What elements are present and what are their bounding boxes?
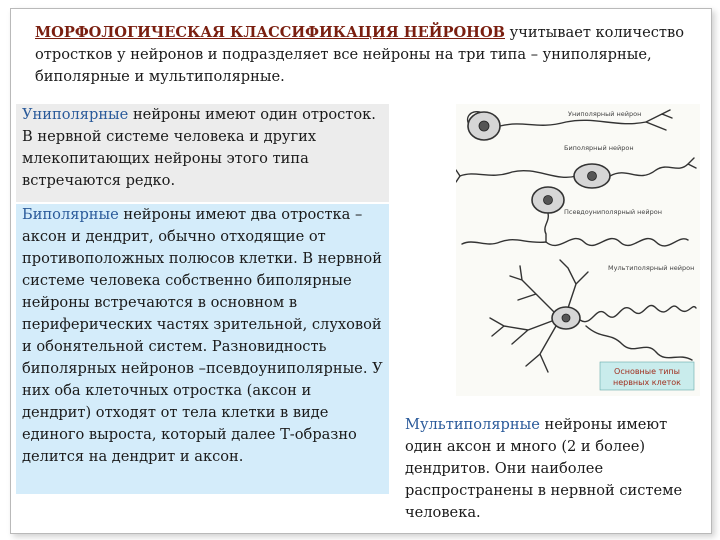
multipolar-text-block bbox=[405, 414, 705, 524]
neuron-types-figure bbox=[456, 104, 700, 396]
bipolar-term: Биполярные bbox=[22, 206, 119, 223]
figure-caption-line-2: нервных клеток bbox=[612, 378, 682, 387]
unipolar-text: нейроны имеют один отросток. В нервной системе человека и других млекопитающих нейроны этого типа встречаются редко. bbox=[22, 106, 376, 189]
classification-title: МОРФОЛОГИЧЕСКАЯ КЛАССИФИКАЦИЯ НЕЙРОНОВ bbox=[35, 24, 505, 41]
bipolar-box bbox=[16, 204, 389, 494]
multipolar-term: Мультиполярные bbox=[405, 416, 540, 433]
pseudounipolar-figure-label: Псевдоуниполярный нейрон bbox=[564, 208, 662, 216]
multipolar-text: нейроны имеют один аксон и много (2 и более) дендритов. Они наиболее распространены в нервной системе человека. bbox=[405, 416, 683, 521]
bipolar-figure-label: Биполярный нейрон bbox=[564, 144, 634, 152]
intro-text: учитывает количество отростков у нейронов и подразделяет все нейроны на три типа – униполярные, биполярные и мультиполярные. bbox=[35, 24, 684, 85]
neuron-illustration bbox=[456, 104, 700, 396]
unipolar-box bbox=[16, 104, 389, 202]
multipolar-figure-label: Мультиполярный нейрон bbox=[608, 264, 695, 272]
intro-paragraph bbox=[35, 22, 695, 88]
bipolar-text: нейроны имеют два отростка – аксон и дендрит, обычно отходящие от противоположных полюсов клетки. В нервной системе человека собственно биполярные нейроны встречаются в основном в периферических частях зрительной, слуховой и обонятельной систем. Разновидность биполярных нейронов –псевдоуниполярные. У них оба клеточных отростка (аксон и дендрит) отходят от тела клетки в виде единого выроста, который далее Т-образно делится на дендрит и аксон. bbox=[22, 206, 383, 465]
figure-caption-line-1: Основные типы bbox=[614, 367, 680, 376]
unipolar-figure-label: Униполярный нейрон bbox=[568, 110, 642, 118]
unipolar-term: Униполярные bbox=[22, 106, 129, 123]
